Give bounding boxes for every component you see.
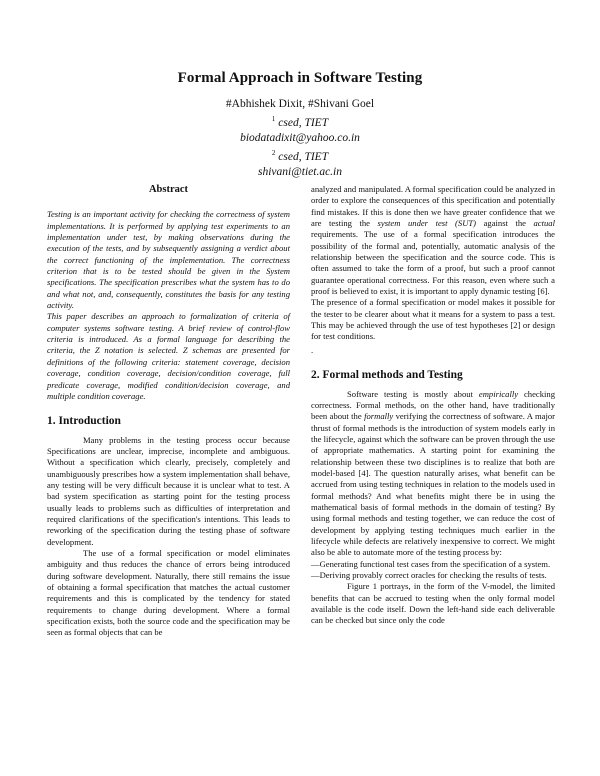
affiliation-2-number: 2 [271, 149, 276, 157]
left-column [47, 184, 290, 639]
email-2: shivani@tiet.ac.in [257, 166, 343, 178]
introduction-heading: 1. Introduction [47, 415, 121, 428]
s2-p1-text-c: checking correctness. Formal methods, on the other hand, have traditionally been about the [311, 388, 555, 422]
introduction-paragraph-2: The use of a formal specification or model eliminates ambiguity and thus reduces the chance of errors being introduced during software development. Naturally, there still remains the issue of obtaining a formal specification that matches the actual customer requirements and this is complicated by the tendency for stated requirements to change during development. Where a formal specification exists, both the source code and the specification may be seen as formal objects that can be [47, 547, 290, 638]
author-block [0, 97, 600, 180]
affiliation-1-text: csed, TIET [275, 117, 329, 129]
section-2-list-item-1: —Generating functional test cases from the specification of a system. [311, 558, 551, 569]
introduction-paragraph-1: Many problems in the testing process occur because Specifications are unclear, imprecise, incomplete and ambiguous. Without a specification which clearly, precisely, completely and unambiguously prescribes how a system implementation shall behave, any testing will be very difficult because it is unclear what to test. A bad system specification as starting point for the testing process usually leads to problems such as difficulties of interpretation and required clarifications of the specification's intentions. This leads to reworking of the specification during the testing phase of software development. [47, 434, 290, 547]
section-2-paragraph-1 [311, 389, 555, 559]
right-p1-text-a: analyzed and manipulated. A formal specification could be analyzed in order to explore the consequences of this specification and potentially find mistakes. If this is done then we have greater confidence that we are testing the [311, 184, 555, 229]
paper-title: Formal Approach in Software Testing [177, 70, 423, 86]
s2-p1-emphasis-empirically: empirically [478, 388, 519, 399]
right-paragraph-2: The presence of a formal specification or model makes it possible for the tester to be clearer about what it means for a system to pass a test. This may be achieved through the use of test hypotheses [2] or design for test conditions. [311, 297, 555, 342]
email-1: biodatadixit@yahoo.co.in [240, 132, 360, 144]
right-column [311, 184, 555, 627]
right-p1-emphasis-sut: system under test (SUT) [377, 218, 477, 229]
right-p1-text-c: against the [476, 218, 534, 229]
abstract-paragraph-1: Testing is an important activity for checking the correctness of system implementations. It is performed by applying test experiments to an implementation under test, by making observations during the execution of the tests, and by subsequently assigning a verdict about the correct functioning of the implementation. The correctness criterion that is to be tested should be given in the System specifications. The specification prescribes what the system has to do and what not, and, consequently, constitutes the basis for any testing activity. [47, 209, 290, 311]
affiliation-2 [0, 146, 600, 165]
affiliation-1 [0, 112, 600, 131]
abstract-paragraph-2: This paper describes an approach to formalization of criteria of computer systems software testing. A brief review of control-flow criteria is introduced. As a formal language for describing the criteria, the Z notation is selected. Z schemas are presented for definitions of the following criteria: statement coverage, decision coverage, condition coverage, decision/condition coverage, full predicate coverage, modified condition/decision coverage, and multiple condition coverage. [47, 311, 290, 401]
section-2-paragraph-2: Figure 1 portrays, in the form of the V-model, the limited benefits that can be accrued to testing when the only formal model available is the code itself. Down the left-hand side each deliverable can be checked but since only the code [311, 581, 555, 626]
right-paragraph-1 [311, 184, 555, 297]
right-p1-emphasis-actual: actual [533, 218, 555, 229]
s2-p1-text-a: Software testing is mostly about [347, 388, 479, 399]
section-2-list-item-2: —Deriving provably correct oracles for checking the results of tests. [311, 570, 547, 580]
affiliation-1-number: 1 [271, 115, 276, 123]
stray-dot: . [311, 344, 314, 355]
affiliation-2-text: csed, TIET [275, 151, 329, 163]
right-p1-text-e: requirements. The use of a formal specification introduces the possibility of the formal and, potentially, automatic analysis of the relationship between the specification and the source code. This is often assumed to take the form of a proof, but such a proof cannot guarantee operational correctness. For this reason, even where such a proof is believed to exist, it is important to apply dynamic testing [6]. [311, 229, 555, 297]
abstract-heading: Abstract [148, 184, 189, 195]
s2-p1-emphasis-formally: formally [364, 411, 394, 422]
abstract-section [47, 184, 290, 402]
author-names: #Abhishek Dixit, #Shivani Goel [225, 98, 375, 110]
s2-p1-text-e: verifying the correctness of software. A major thrust of formal methods is the introduction of system models early in the lifecycle, against which the software can be proven through the use of appropriate mathematics. A starting point for examining the relationship between these two disciplines is to realize that both are model-based [4]. The question naturally arises, what benefit can be accrued from using testing techniques in relation to the models used in formal methods? And what benefits might there be in using the mathematical basis of formal methods in the domain of testing? By using formal methods and testing together, we can reduce the cost of development by applying testing techniques much earlier in the lifecycle while defects are relatively inexpensive to correct. We might also be able to automate more of the testing process by: [311, 411, 555, 558]
section-2-heading: 2. Formal methods and Testing [311, 369, 463, 382]
